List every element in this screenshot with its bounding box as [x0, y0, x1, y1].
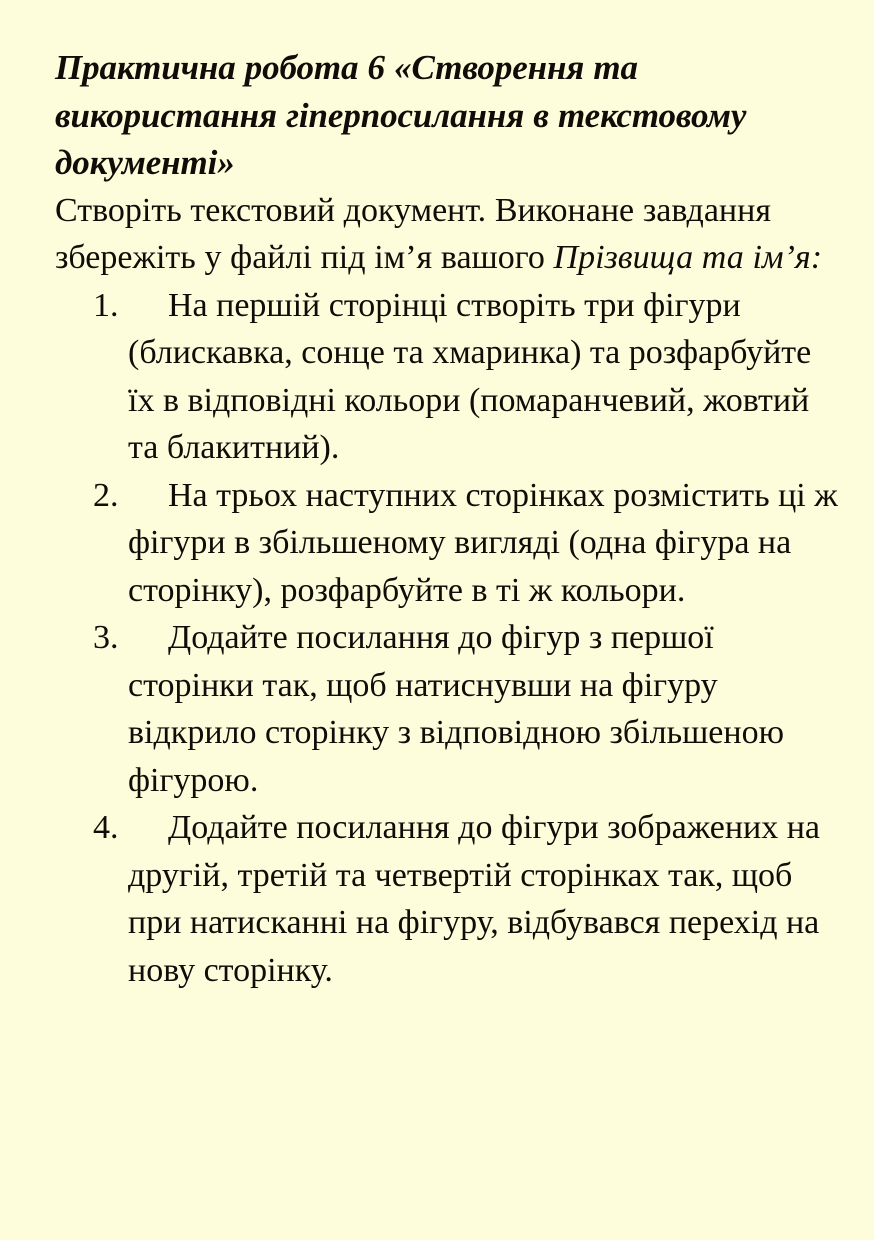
- list-item: [55, 472, 845, 615]
- intro-paragraph: [55, 187, 835, 282]
- list-item-text: Додайте посилання до фігур з першої сторінки так, щоб натиснувши на фігуру відкрило сторінку з відповідною збільшеною фігурою.: [128, 619, 784, 799]
- list-item: [55, 614, 845, 804]
- list-item-text: На першій сторінці створіть три фігури (блискавка, сонце та хмаринка) та розфарбуйте їх в відповідні кольори (помаранчевий, жовтий та блакитний).: [128, 286, 812, 466]
- list-item-number: 2.: [93, 476, 119, 514]
- task-list: [55, 282, 845, 995]
- list-item: [55, 804, 845, 994]
- list-item-number: 4.: [93, 809, 119, 846]
- intro-italic-text: Прізвища та ім’я:: [553, 239, 823, 276]
- list-item-number: 3.: [93, 619, 119, 656]
- list-item-number: 1.: [93, 286, 119, 324]
- intro-roman-text: Створіть текстовий документ. Виконане завдання збережіть у файлі під ім’я вашого: [55, 191, 771, 276]
- page-title: Практична робота 6 «Створення та використання гіперпосилання в текстовому документі»: [55, 48, 747, 182]
- list-item-text: На трьох наступних сторінках розмістить ці ж фігури в збільшеному вигляді (одна фігура на сторінку), розфарбуйте в ті ж кольори.: [128, 476, 838, 609]
- list-item-text: Додайте посилання до фігури зображених на другій, третій та четвертій сторінках так, щоб при натисканні на фігуру, відбувався перехід на нову сторінку.: [128, 809, 821, 989]
- list-item: [55, 282, 845, 472]
